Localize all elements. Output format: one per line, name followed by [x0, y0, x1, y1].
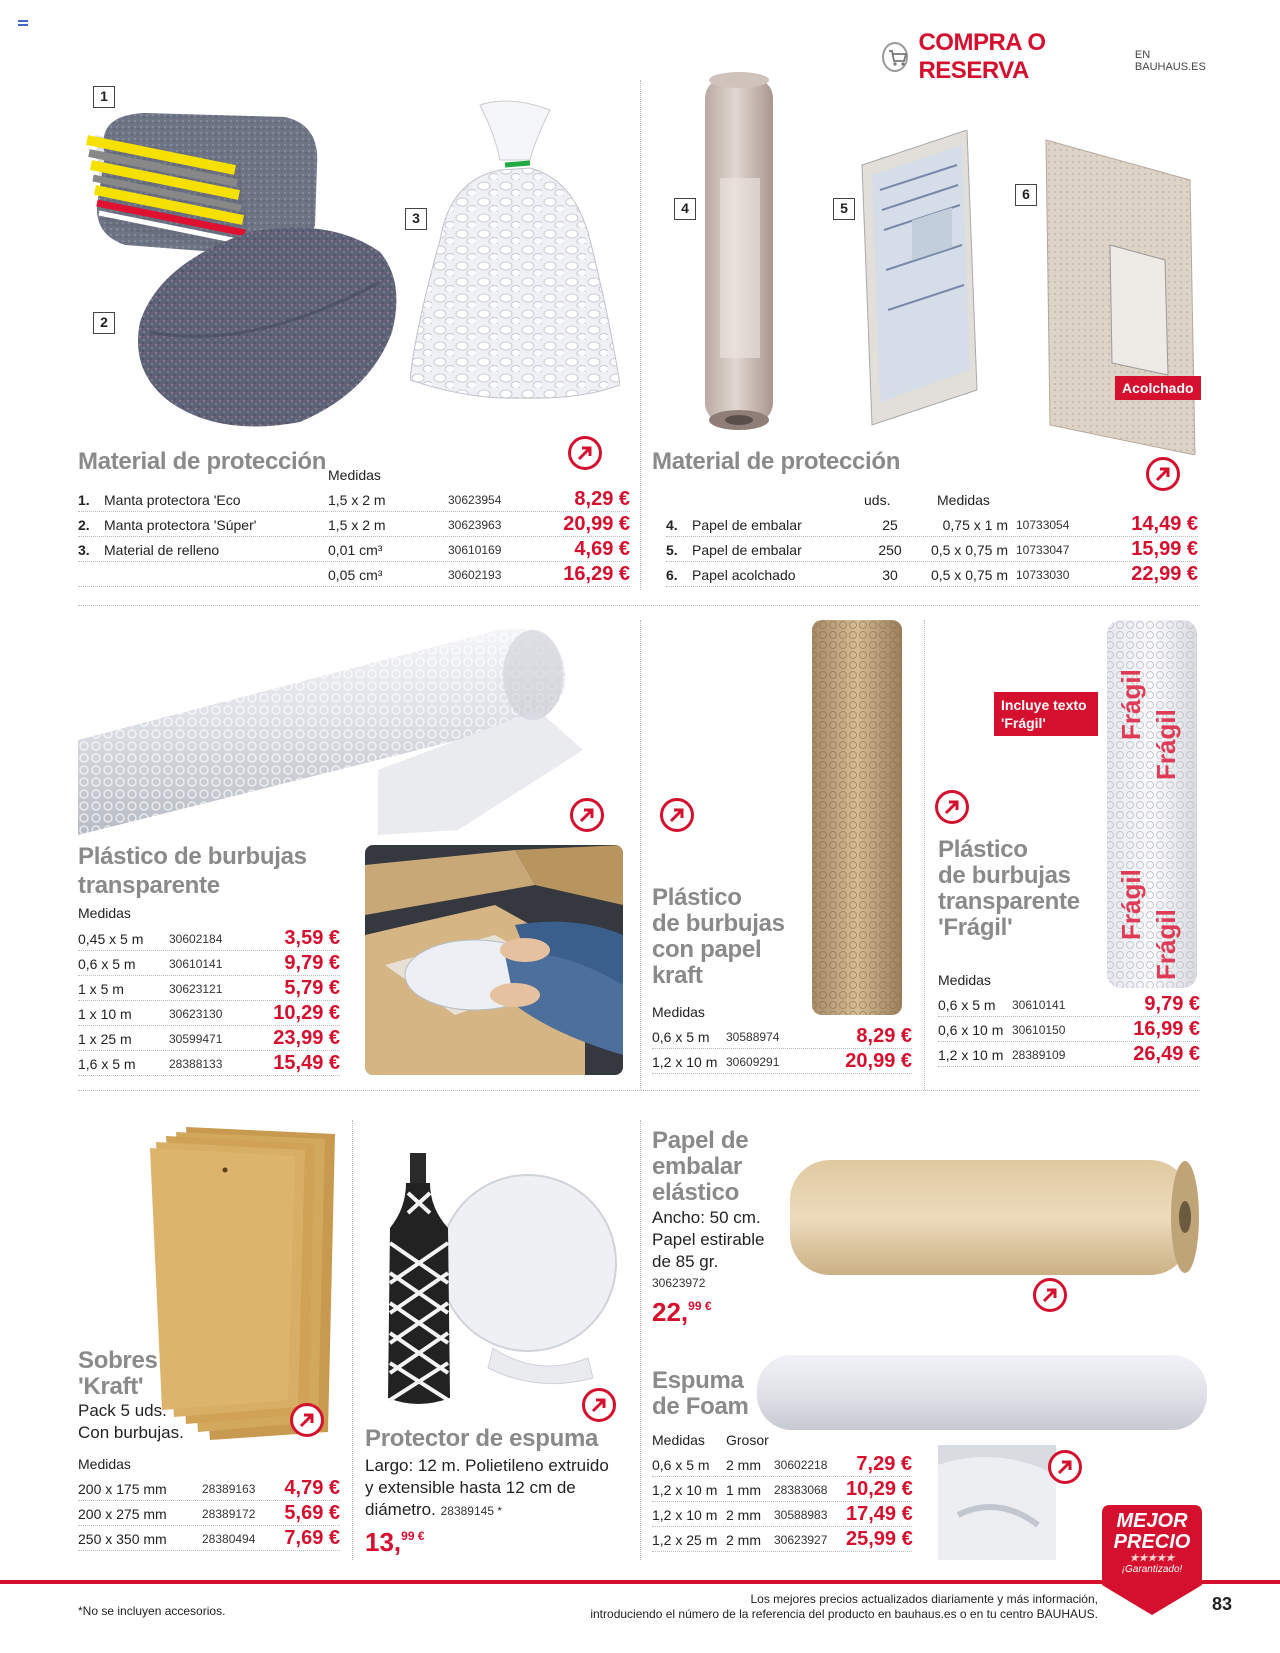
- foam-sheet-photo: [938, 1445, 1056, 1560]
- divider: [640, 80, 641, 590]
- menu-icon[interactable]: [18, 20, 28, 28]
- block5-row: 0,6 x 5 m 30610141 9,79 €: [938, 993, 1200, 1015]
- cta-text: COMPRA O RESERVA: [918, 29, 1046, 84]
- kraft-envelopes-image: [150, 1122, 340, 1447]
- packing-paper-roll-image: [700, 68, 780, 438]
- block4-col-medidas: Medidas: [652, 1004, 705, 1020]
- block3-row: 1 x 25 m 30599471 23,99 €: [78, 1027, 340, 1049]
- more-info-arrow-9[interactable]: [1048, 1450, 1082, 1484]
- more-info-arrow-2[interactable]: [1146, 457, 1180, 491]
- block1-col-medidas: Medidas: [328, 467, 381, 483]
- block5-row: 0,6 x 10 m 30610150 16,99 €: [938, 1018, 1200, 1040]
- fragil-label: Incluye texto 'Frágil': [994, 692, 1098, 736]
- block6-row: 250 x 350 mm 28380494 7,69 €: [78, 1527, 340, 1549]
- packing-boxes-photo: [365, 845, 623, 1075]
- block8-desc: Ancho: 50 cm. Papel estirable de 85 gr.: [652, 1208, 765, 1271]
- badge-5: 5: [833, 198, 855, 220]
- more-info-arrow-3[interactable]: [570, 798, 604, 832]
- more-info-arrow-6[interactable]: [290, 1403, 324, 1437]
- kraft-bubble-roll-image: [808, 620, 906, 1015]
- block5-row: 1,2 x 10 m 28389109 26,49 €: [938, 1043, 1200, 1065]
- block8-price: 22,$^{99 €}$: [652, 1297, 712, 1327]
- block6-title: Sobres 'Kraft': [78, 1347, 158, 1400]
- block2-row: 6. Papel acolchado 30 0,5 x 0,75 m 10733030 22,99 €: [666, 563, 1198, 585]
- divider: [924, 620, 925, 1090]
- block2-row: 5. Papel de embalar 250 0,5 x 0,75 m 10733047 15,99 €: [666, 538, 1198, 560]
- footer-note: *No se incluyen accesorios.: [78, 1604, 226, 1618]
- block4-row: 1,2 x 10 m 30609291 20,99 €: [652, 1050, 912, 1072]
- more-info-arrow-7[interactable]: [582, 1388, 616, 1422]
- block3-row: 0,6 x 5 m 30610141 9,79 €: [78, 952, 340, 974]
- blanket-super-image: [130, 222, 402, 432]
- svg-text:Frágil: Frágil: [1116, 869, 1146, 940]
- packing-fill-bag-image: [410, 100, 620, 405]
- block1-row: 3. Material de relleno 0,01 cm³ 30610169 4,69 €: [78, 538, 630, 560]
- block1-title: Material de protección: [78, 448, 327, 475]
- block3-col-medidas: Medidas: [78, 905, 131, 921]
- more-info-arrow-5[interactable]: [935, 790, 969, 824]
- page-number: 83: [1212, 1594, 1233, 1614]
- badge-3: 3: [405, 208, 427, 230]
- block6-col-medidas: Medidas: [78, 1456, 131, 1472]
- mejor-precio-badge: MEJOR PRECIO ★★★★★ ¡Garantizado!: [1102, 1505, 1202, 1615]
- block9-row: 1,2 x 25 m 2 mm 30623927 25,99 €: [652, 1528, 913, 1550]
- block5-col-medidas: Medidas: [938, 972, 991, 988]
- footer-red-line: [0, 1580, 1280, 1584]
- block6-desc: Pack 5 uds. Con burbujas.: [78, 1401, 184, 1442]
- block3-row: 1 x 10 m 30623130 10,29 €: [78, 1002, 340, 1024]
- block6-row: 200 x 275 mm 28389172 5,69 €: [78, 1502, 340, 1524]
- svg-text:Frágil: Frágil: [1151, 909, 1181, 980]
- block8-title: Papel de embalar elástico: [652, 1127, 749, 1206]
- packing-paper-pack-image: [852, 130, 982, 430]
- block8-ref: 30623972: [652, 1276, 706, 1290]
- cta-suffix: EN BAUHAUS.ES: [1134, 49, 1206, 73]
- block1-row: 0,05 cm³ 30602193 16,29 €: [78, 563, 630, 587]
- block9-col-medidas: Medidas: [652, 1432, 705, 1448]
- quilted-paper-image: [1040, 135, 1200, 455]
- footer-info: Los mejores precios actualizados diariamente y más información, introduciendo el número de la referencia del producto en bauhaus.es o en tu centro BAUHAUS.: [590, 1592, 1098, 1621]
- block1-row: 1. Manta protectora 'Eco 1,5 x 2 m 30623954 8,29 €: [78, 488, 630, 510]
- block2-col-uds: uds.: [864, 492, 891, 508]
- block7-desc: Largo: 12 m. Polietileno extruido y extensible hasta 12 cm de diámetro. 28389145 *: [365, 1456, 609, 1519]
- block6-row: 200 x 175 mm 28389163 4,79 €: [78, 1477, 340, 1499]
- block2-title: Material de protección: [652, 448, 901, 475]
- header-cta[interactable]: [882, 29, 1212, 84]
- divider: [640, 620, 641, 1090]
- badge-4: 4: [674, 198, 696, 220]
- block5-title: Plástico de burbujas transparente 'Frágil': [938, 836, 1080, 941]
- block9-title: Espuma de Foam: [652, 1367, 749, 1420]
- block3-row: 1 x 5 m 30623121 5,79 €: [78, 977, 340, 999]
- block4-title: Plástico de burbujas con papel kraft: [652, 884, 785, 989]
- block9-row: 1,2 x 10 m 1 mm 28383068 10,29 €: [652, 1478, 913, 1500]
- block9-row: 1,2 x 10 m 2 mm 30588983 17,49 €: [652, 1503, 913, 1525]
- block2-row: 4. Papel de embalar 25 0,75 x 1 m 10733054 14,49 €: [666, 513, 1198, 535]
- more-info-arrow-8[interactable]: [1033, 1278, 1067, 1312]
- shopping-cart-icon: [882, 42, 908, 72]
- badge-1: 1: [93, 86, 115, 108]
- block7-title: Protector de espuma: [365, 1425, 599, 1452]
- divider: [352, 1120, 353, 1560]
- divider: [78, 605, 1200, 606]
- block1-row: 2. Manta protectora 'Súper' 1,5 x 2 m 30623963 20,99 €: [78, 513, 630, 535]
- block3-title: Plástico de burbujas transparente: [78, 843, 307, 899]
- more-info-arrow-1[interactable]: [568, 436, 602, 470]
- foam-roll-image: [752, 1350, 1212, 1435]
- divider: [640, 1120, 641, 1560]
- stretch-paper-roll-image: [780, 1155, 1205, 1280]
- bubble-wrap-roll-image: [78, 620, 583, 835]
- divider: [78, 1090, 1200, 1091]
- svg-text:Frágil: Frágil: [1116, 669, 1146, 740]
- acolchado-label: Acolchado: [1115, 376, 1201, 400]
- more-info-arrow-4[interactable]: [660, 798, 694, 832]
- block4-row: 0,6 x 5 m 30588974 8,29 €: [652, 1025, 912, 1047]
- block3-row: 1,6 x 5 m 28388133 15,49 €: [78, 1052, 340, 1074]
- foam-protector-image: [388, 1148, 618, 1418]
- badge-6: 6: [1015, 184, 1037, 206]
- fragile-bubble-roll-image: [1105, 620, 1200, 988]
- block3-row: 0,45 x 5 m 30602184 3,59 €: [78, 927, 340, 949]
- block9-col-grosor: Grosor: [726, 1432, 769, 1448]
- block7-price: 13,$^{99 €}$: [365, 1527, 425, 1557]
- svg-text:Frágil: Frágil: [1151, 709, 1181, 780]
- badge-2: 2: [93, 312, 115, 334]
- block9-row: 0,6 x 5 m 2 mm 30602218 7,29 €: [652, 1453, 912, 1475]
- block2-col-medidas: Medidas: [937, 492, 990, 508]
